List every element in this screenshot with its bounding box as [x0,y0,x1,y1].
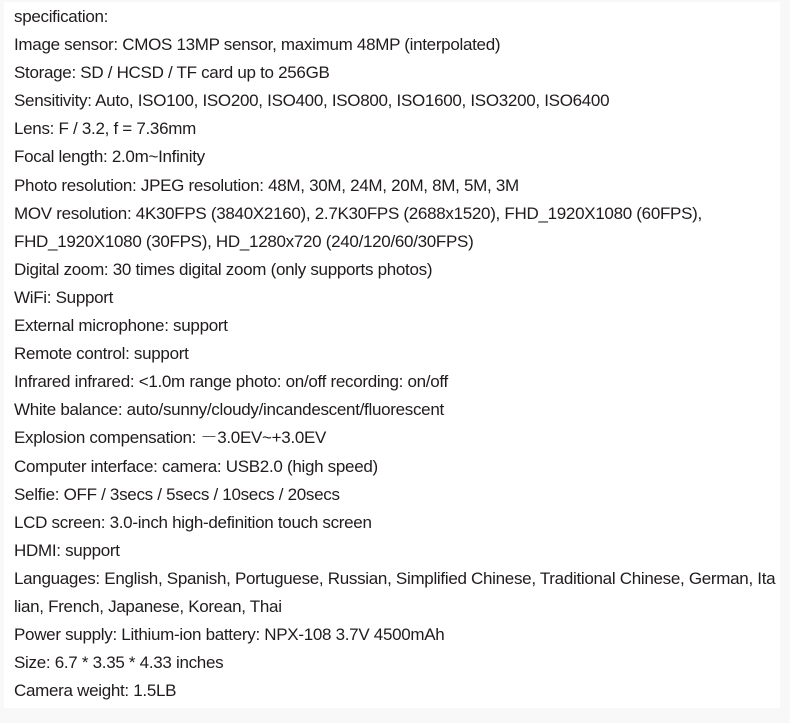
spec-line: Explosion compensation: －3.0EV~+3.0EV [14,428,327,448]
spec-line: Storage: SD / HCSD / TF card up to 256GB [14,63,330,83]
spec-line: Selfie: OFF / 3secs / 5secs / 10secs / 20secs [14,484,340,504]
spec-title: specification: [14,7,109,26]
spec-line: Infrared infrared: <1.0m range photo: on/off recording: on/off [14,372,448,392]
spec-line: Photo resolution: JPEG resolution: 48M, 30M, 24M, 20M, 8M, 5M, 3M [14,175,519,195]
spec-line: MOV resolution: 4K30FPS (3840X2160), 2.7K30FPS (2688x1520), FHD_1920X1080 (60FPS), [14,203,702,223]
spec-line: FHD_1920X1080 (30FPS), HD_1280x720 (240/120/60/30FPS) [14,231,474,251]
spec-line: Digital zoom: 30 times digital zoom (only supports photos) [14,259,433,279]
spec-line: HDMI: support [14,540,120,560]
spec-line: White balance: auto/sunny/cloudy/incandescent/fluorescent [14,400,444,420]
spec-line: Focal length: 2.0m~Infinity [14,147,205,167]
spec-line: lian, French, Japanese, Korean, Thai [14,596,282,616]
spec-line: Sensitivity: Auto, ISO100, ISO200, ISO400, ISO800, ISO1600, ISO3200, ISO6400 [14,91,610,111]
spec-line: External microphone: support [14,316,228,336]
spec-line: WiFi: Support [14,287,114,307]
spec-line: Image sensor: CMOS 13MP sensor, maximum 48MP (interpolated) [14,35,501,55]
spec-line: Camera weight: 1.5LB [14,681,177,701]
spec-line: Remote control: support [14,344,189,364]
spec-line: LCD screen: 3.0-inch high-definition touch screen [14,512,372,532]
spec-line: Languages: English, Spanish, Portuguese, Russian, Simplified Chinese, Traditional Chinese, German, Ita [14,568,776,588]
spec-line: Size: 6.7 * 3.35 * 4.33 inches [14,653,224,673]
spec-line: Computer interface: camera: USB2.0 (high speed) [14,456,378,476]
spec-line: Power supply: Lithium-ion battery: NPX-108 3.7V 4500mAh [14,625,445,645]
spec-line: Lens: F / 3.2, f = 7.36mm [14,119,196,139]
spec-lines [14,31,780,705]
spec-text-block [4,2,780,708]
